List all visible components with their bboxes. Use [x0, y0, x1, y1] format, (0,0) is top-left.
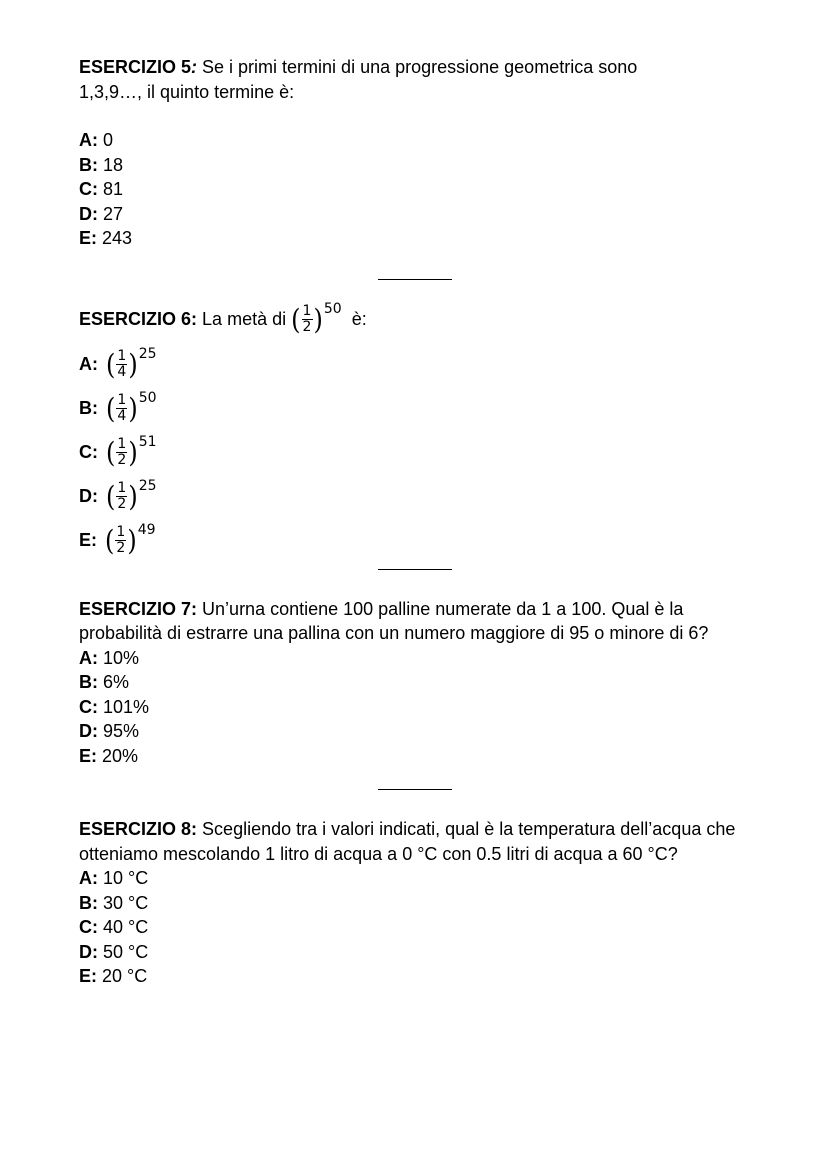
exercise-7-title: ESERCIZIO 7:: [79, 598, 198, 619]
exercise-8-title: ESERCIZIO 8:: [79, 819, 198, 839]
exercise-6-option-e: E: ( $\frac{1}{2}$ ) 49: [79, 521, 156, 557]
exercise-5-question-text-2: 1,3,9…, il quinto termine è:: [79, 81, 295, 102]
exercise-8-option-a: A: 10 °C: [79, 868, 149, 888]
exercise-7-option-d: D: 95%: [79, 721, 140, 741]
exercise-6-option-a: A: ( $\frac{1}{4}$ ) 25: [79, 345, 157, 381]
exercise-5-option-c: C: 81: [79, 179, 124, 199]
exercise-8-options: [79, 866, 759, 989]
exercise-8-question-text: Scegliendo tra i valori indicati, qual è la temperatura dell’acqua che otteniamo mescolando 1 litro di acqua a 0 °C con 0.5 litri di acqua a 60 °C?: [79, 819, 736, 864]
exercise-7-option-e: E: 20%: [79, 745, 139, 766]
exercise-6-question: [79, 300, 759, 340]
exercise-5-title-colon: :: [191, 57, 198, 77]
exercise-7-question-text: Un’urna contiene 100 palline numerate da 1 a 100. Qual è la probabilità di estrarre una pallina con un numero maggiore di 95 o minore di 6?: [79, 598, 709, 643]
exercise-7: [79, 597, 759, 769]
exercise-7-option-b: B: 6%: [79, 672, 130, 692]
exercise-5-option-a: A: 0: [79, 130, 114, 150]
separator-3: [79, 768, 759, 817]
exercise-8: [79, 817, 759, 989]
separator-2: [79, 563, 759, 597]
exercise-6-question-text: La metà di: [202, 309, 287, 329]
exercise-7-option-a: A: 10%: [79, 647, 140, 668]
exercise-7-options: [79, 646, 759, 769]
exercise-5-title: ESERCIZIO 5: [79, 57, 192, 77]
exercise-6-title: ESERCIZIO 6:: [79, 309, 198, 329]
exercise-6-question-fraction: ( $\frac{1}{2}$ ) 50: [291, 300, 342, 336]
exercise-6-option-b: B: ( $\frac{1}{4}$ ) 50: [79, 389, 157, 425]
exercise-5-question-text-1: Se i primi termini di una progressione geometrica sono: [197, 57, 638, 77]
exercise-6-option-d: D: ( $\frac{1}{2}$ ) 25: [79, 477, 157, 513]
exercise-5-option-d: D: 27: [79, 203, 124, 224]
exercise-6-options: [79, 343, 759, 563]
document-page: [79, 55, 759, 989]
exercise-8-option-e: E: 20 °C: [79, 966, 148, 986]
exercise-8-option-c: C: 40 °C: [79, 917, 149, 937]
exercise-6: [79, 300, 759, 563]
exercise-7-option-c: C: 101%: [79, 696, 150, 717]
exercise-5-question-line-1: [79, 55, 759, 80]
exercise-5-options: [79, 128, 759, 251]
exercise-5-option-e: E: 243: [79, 228, 133, 248]
exercise-8-question: [79, 817, 759, 866]
exercise-7-question: [79, 597, 759, 646]
exercise-5-option-b: B: 18: [79, 154, 124, 175]
exercise-8-option-d: D: 50 °C: [79, 941, 149, 962]
exercise-5: [79, 55, 759, 251]
separator-1: [79, 251, 759, 290]
exercise-6-option-c: C: ( $\frac{1}{2}$ ) 51: [79, 433, 157, 469]
exercise-6-question-end: è:: [351, 309, 367, 329]
exercise-8-option-b: B: 30 °C: [79, 892, 149, 913]
